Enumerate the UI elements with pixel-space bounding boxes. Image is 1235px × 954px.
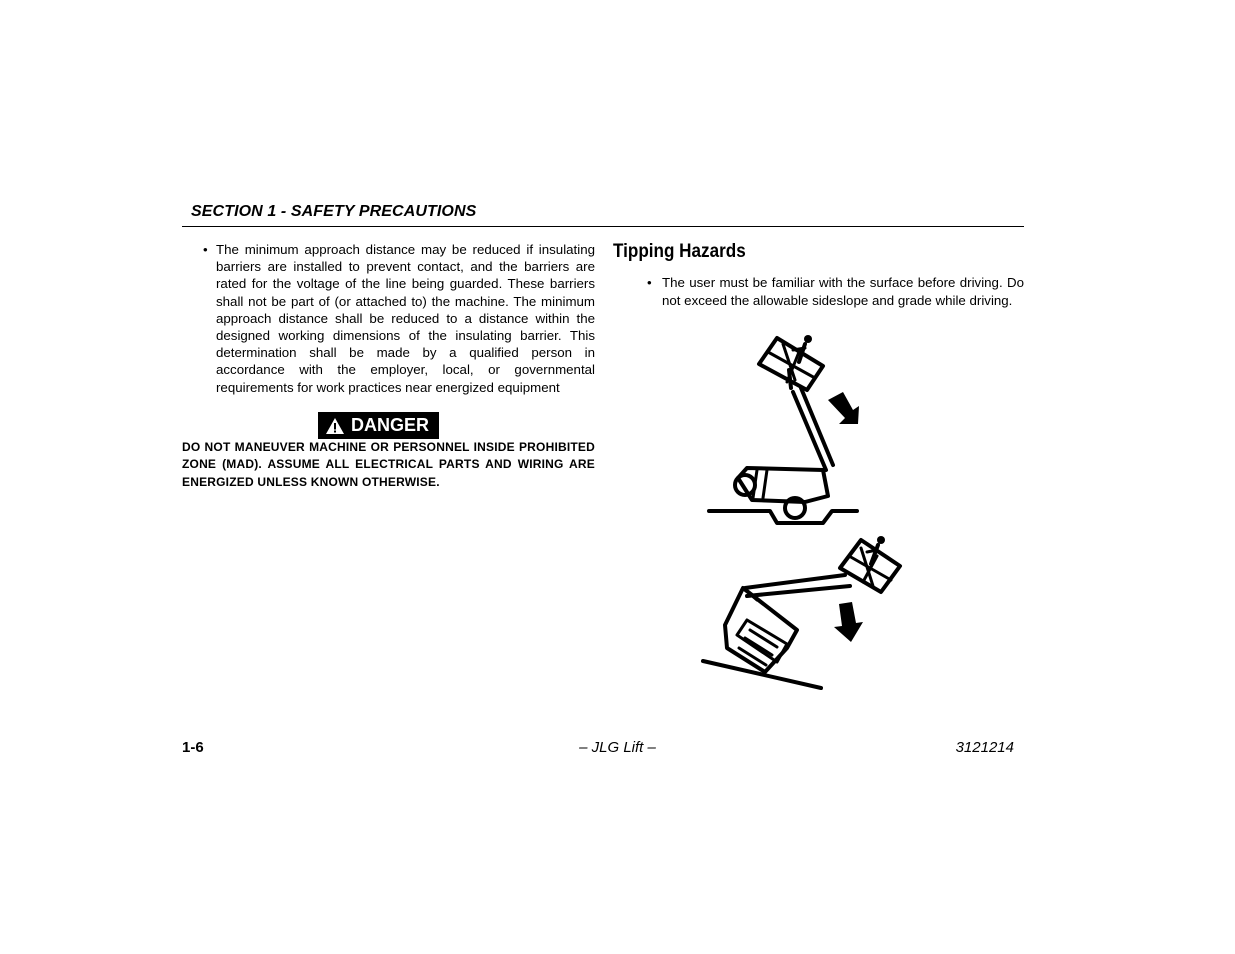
list-item bbox=[182, 241, 595, 396]
right-column bbox=[613, 240, 1024, 309]
list-item bbox=[613, 274, 1024, 309]
bullet-text: The user must be familiar with the surface before driving. Do not exceed the allowable sideslope and grade while driving. bbox=[662, 275, 1024, 308]
section-title: Tipping Hazards bbox=[613, 241, 746, 262]
danger-message: DO NOT MANEUVER MACHINE OR PERSONNEL INSIDE PROHIBITED ZONE (MAD). ASSUME ALL ELECTRICAL PARTS AND WIRING ARE ENERGIZED UNLESS KNOWN OTHERWISE. bbox=[182, 440, 595, 489]
page-number: 1-6 bbox=[182, 739, 204, 756]
danger-badge bbox=[318, 412, 439, 439]
danger-label: DANGER bbox=[351, 415, 430, 435]
section-header: SECTION 1 - SAFETY PRECAUTIONS bbox=[191, 203, 477, 220]
footer-brand: – JLG Lift – bbox=[579, 739, 656, 756]
bullet-icon: • bbox=[647, 275, 652, 290]
bullet-text: The minimum approach distance may be reduced if insulating barriers are installed to prevent contact, and the barriers are rated for the voltage of the line being guarded. These barriers shall not be part of (or attached to) the machine. The minimum approach distance shall be reduced to a distance within the designed working dimensions of the insulating barrier. This determination shall be made by a qualified person in accordance with the employer, local, or governmental requirements for work practices near energized equipment bbox=[216, 242, 595, 395]
danger-badge-wrapper bbox=[318, 412, 439, 439]
document-number: 3121214 bbox=[955, 739, 1014, 756]
left-column bbox=[182, 241, 595, 396]
warning-triangle-icon bbox=[325, 417, 345, 435]
tipping-boom-lift-illustration bbox=[695, 330, 915, 700]
header-divider bbox=[182, 226, 1024, 227]
bullet-icon: • bbox=[203, 242, 208, 257]
